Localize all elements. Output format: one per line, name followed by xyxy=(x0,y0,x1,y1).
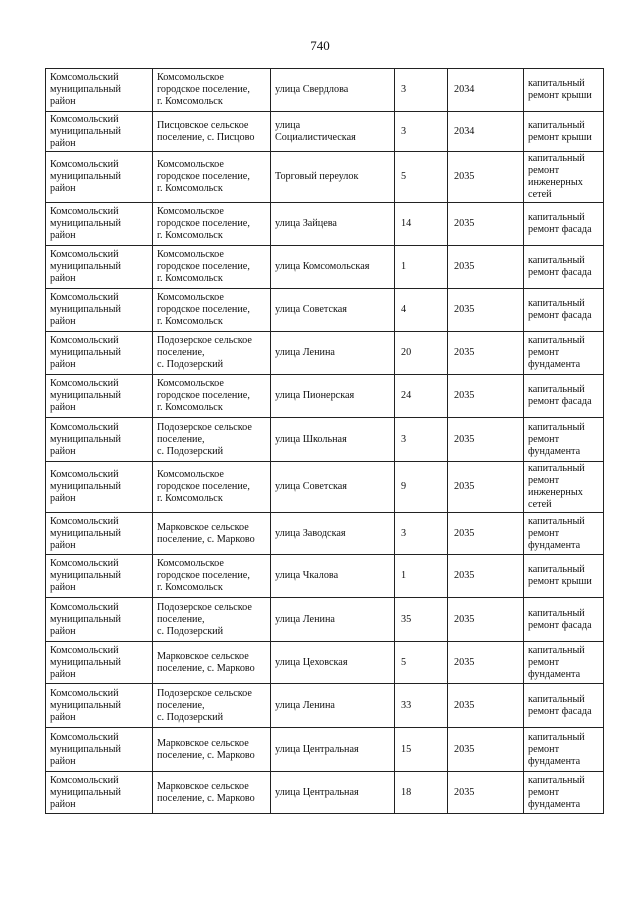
work-type-cell: капитальный ремонт фасада xyxy=(524,203,604,246)
page-number: 740 xyxy=(310,38,330,53)
district-cell: Комсомольский муниципальный район xyxy=(46,246,153,289)
table-row xyxy=(46,642,604,684)
table-row xyxy=(46,332,604,375)
year-cell: 2035 xyxy=(448,289,524,332)
settlement-cell: Марковское сельское поселение, с. Марково xyxy=(153,728,271,772)
street-cell: улица Зайцева xyxy=(271,203,395,246)
work-type-cell: капитальный ремонт фундамента xyxy=(524,772,604,814)
settlement-cell: Комсомольское городское поселение, г. Комсомольск xyxy=(153,69,271,112)
house-number-cell: 5 xyxy=(395,152,448,203)
table-row xyxy=(46,462,604,513)
year-cell: 2035 xyxy=(448,598,524,642)
table-row xyxy=(46,152,604,203)
settlement-cell: Комсомольское городское поселение, г. Комсомольск xyxy=(153,462,271,513)
table-row xyxy=(46,246,604,289)
work-type-cell: капитальный ремонт фасада xyxy=(524,598,604,642)
street-cell: улица Центральная xyxy=(271,728,395,772)
street-cell: улица Советская xyxy=(271,462,395,513)
district-cell: Комсомольский муниципальный район xyxy=(46,513,153,555)
settlement-cell: Комсомольское городское поселение, г. Комсомольск xyxy=(153,152,271,203)
work-type-cell: капитальный ремонт инженерных сетей xyxy=(524,152,604,203)
year-cell: 2035 xyxy=(448,728,524,772)
settlement-cell: Комсомольское городское поселение, г. Комсомольск xyxy=(153,375,271,418)
district-cell: Комсомольский муниципальный район xyxy=(46,684,153,728)
work-type-cell: капитальный ремонт крыши xyxy=(524,112,604,152)
house-number-cell: 3 xyxy=(395,513,448,555)
house-number-cell: 4 xyxy=(395,289,448,332)
house-number-cell: 9 xyxy=(395,462,448,513)
house-number-cell: 3 xyxy=(395,112,448,152)
street-cell: улица Чкалова xyxy=(271,555,395,598)
table-row xyxy=(46,418,604,462)
district-cell: Комсомольский муниципальный район xyxy=(46,332,153,375)
district-cell: Комсомольский муниципальный район xyxy=(46,112,153,152)
year-cell: 2035 xyxy=(448,332,524,375)
work-type-cell: капитальный ремонт инженерных сетей xyxy=(524,462,604,513)
table-row xyxy=(46,555,604,598)
table-row xyxy=(46,684,604,728)
district-cell: Комсомольский муниципальный район xyxy=(46,203,153,246)
settlement-cell: Марковское сельское поселение, с. Марково xyxy=(153,513,271,555)
house-number-cell: 3 xyxy=(395,69,448,112)
table-row xyxy=(46,772,604,814)
district-cell: Комсомольский муниципальный район xyxy=(46,642,153,684)
district-cell: Комсомольский муниципальный район xyxy=(46,375,153,418)
table-body xyxy=(46,69,604,814)
house-number-cell: 18 xyxy=(395,772,448,814)
work-type-cell: капитальный ремонт фасада xyxy=(524,289,604,332)
work-type-cell: капитальный ремонт фасада xyxy=(524,684,604,728)
work-type-cell: капитальный ремонт фундамента xyxy=(524,642,604,684)
house-number-cell: 20 xyxy=(395,332,448,375)
year-cell: 2035 xyxy=(448,642,524,684)
district-cell: Комсомольский муниципальный район xyxy=(46,555,153,598)
year-cell: 2035 xyxy=(448,555,524,598)
district-cell: Комсомольский муниципальный район xyxy=(46,69,153,112)
house-number-cell: 5 xyxy=(395,642,448,684)
district-cell: Комсомольский муниципальный район xyxy=(46,418,153,462)
year-cell: 2035 xyxy=(448,513,524,555)
table-row xyxy=(46,289,604,332)
street-cell: улица Заводская xyxy=(271,513,395,555)
district-cell: Комсомольский муниципальный район xyxy=(46,152,153,203)
street-cell: улица Комсомольская xyxy=(271,246,395,289)
settlement-cell: Марковское сельское поселение, с. Марково xyxy=(153,772,271,814)
settlement-cell: Подозерское сельское поселение, с. Подозерский xyxy=(153,418,271,462)
street-cell: улица Ленина xyxy=(271,332,395,375)
year-cell: 2035 xyxy=(448,203,524,246)
table-row xyxy=(46,203,604,246)
settlement-cell: Комсомольское городское поселение, г. Комсомольск xyxy=(153,246,271,289)
street-cell: улица Пионерская xyxy=(271,375,395,418)
street-cell: улица Свердлова xyxy=(271,69,395,112)
house-number-cell: 1 xyxy=(395,555,448,598)
district-cell: Комсомольский муниципальный район xyxy=(46,462,153,513)
street-cell: улица Школьная xyxy=(271,418,395,462)
house-number-cell: 3 xyxy=(395,418,448,462)
street-cell: улица Ленина xyxy=(271,684,395,728)
work-type-cell: капитальный ремонт фундамента xyxy=(524,332,604,375)
table-row xyxy=(46,69,604,112)
house-number-cell: 24 xyxy=(395,375,448,418)
table-row xyxy=(46,728,604,772)
settlement-cell: Комсомольское городское поселение, г. Комсомольск xyxy=(153,555,271,598)
year-cell: 2034 xyxy=(448,112,524,152)
year-cell: 2035 xyxy=(448,375,524,418)
table-row xyxy=(46,112,604,152)
district-cell: Комсомольский муниципальный район xyxy=(46,598,153,642)
settlement-cell: Подозерское сельское поселение, с. Подозерский xyxy=(153,684,271,728)
work-type-cell: капитальный ремонт крыши xyxy=(524,555,604,598)
year-cell: 2034 xyxy=(448,69,524,112)
house-number-cell: 35 xyxy=(395,598,448,642)
year-cell: 2035 xyxy=(448,772,524,814)
house-number-cell: 15 xyxy=(395,728,448,772)
work-type-cell: капитальный ремонт фундамента xyxy=(524,513,604,555)
year-cell: 2035 xyxy=(448,246,524,289)
settlement-cell: Комсомольское городское поселение, г. Комсомольск xyxy=(153,289,271,332)
year-cell: 2035 xyxy=(448,462,524,513)
street-cell: улица Советская xyxy=(271,289,395,332)
table-row xyxy=(46,513,604,555)
settlement-cell: Подозерское сельское поселение, с. Подозерский xyxy=(153,598,271,642)
settlement-cell: Подозерское сельское поселение, с. Подозерский xyxy=(153,332,271,375)
work-type-cell: капитальный ремонт фундамента xyxy=(524,728,604,772)
work-type-cell: капитальный ремонт фасада xyxy=(524,375,604,418)
street-cell: улица Цеховская xyxy=(271,642,395,684)
repair-schedule-table xyxy=(45,68,604,814)
year-cell: 2035 xyxy=(448,418,524,462)
street-cell: улица Социалистическая xyxy=(271,112,395,152)
house-number-cell: 14 xyxy=(395,203,448,246)
settlement-cell: Марковское сельское поселение, с. Марково xyxy=(153,642,271,684)
house-number-cell: 33 xyxy=(395,684,448,728)
year-cell: 2035 xyxy=(448,152,524,203)
street-cell: улица Центральная xyxy=(271,772,395,814)
settlement-cell: Писцовское сельское поселение, с. Писцово xyxy=(153,112,271,152)
street-cell: Торговый переулок xyxy=(271,152,395,203)
district-cell: Комсомольский муниципальный район xyxy=(46,772,153,814)
work-type-cell: капитальный ремонт крыши xyxy=(524,69,604,112)
table-row xyxy=(46,375,604,418)
settlement-cell: Комсомольское городское поселение, г. Комсомольск xyxy=(153,203,271,246)
year-cell: 2035 xyxy=(448,684,524,728)
street-cell: улица Ленина xyxy=(271,598,395,642)
house-number-cell: 1 xyxy=(395,246,448,289)
work-type-cell: капитальный ремонт фундамента xyxy=(524,418,604,462)
work-type-cell: капитальный ремонт фасада xyxy=(524,246,604,289)
district-cell: Комсомольский муниципальный район xyxy=(46,728,153,772)
district-cell: Комсомольский муниципальный район xyxy=(46,289,153,332)
table-row xyxy=(46,598,604,642)
